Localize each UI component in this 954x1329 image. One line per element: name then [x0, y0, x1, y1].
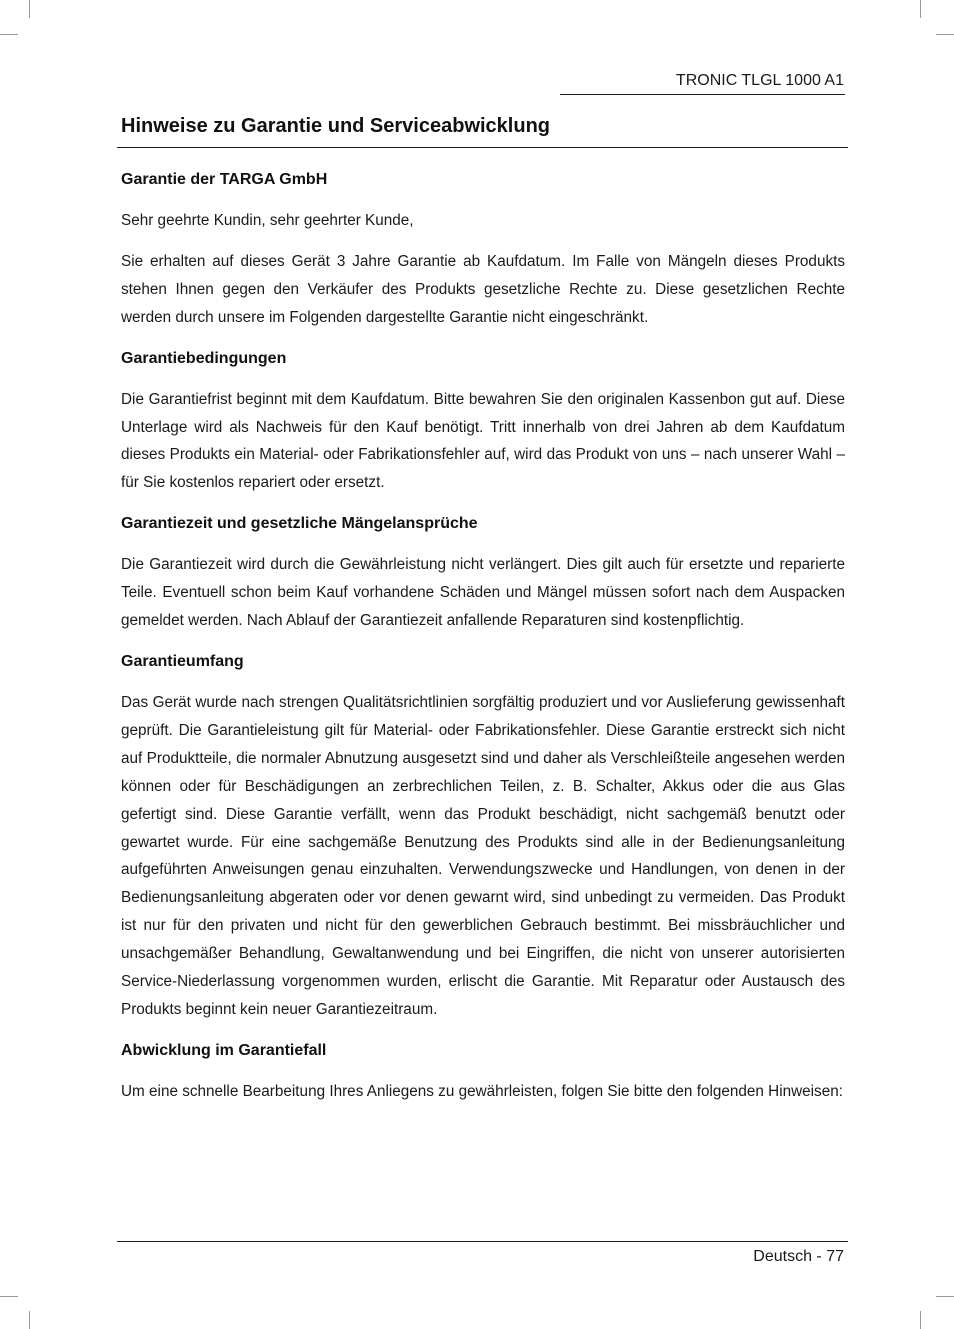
- section-heading: Garantiezeit und gesetzliche Mängelansprüche: [121, 515, 478, 533]
- paragraph: Die Garantiezeit wird durch die Gewährleistung nicht verlängert. Dies gilt auch für ersetzte und reparierte Teile. Eventuell schon beim Kauf vorhandene Schäden und Mängel müssen sofort nach dem Auspacken gemeldet werden. Nach Ablauf der Garantiezeit anfallende Reparaturen sind kostenpflichtig.: [121, 556, 845, 630]
- paragraph: Das Gerät wurde nach strengen Qualitätsrichtlinien sorgfältig produziert und vor Auslieferung gewissenhaft geprüft. Die Garantieleistung gilt für Material- oder Fabrikationsfehler. Diese Garantie erstreckt sich nicht auf Produktteile, die normaler Abnutzung ausgesetzt sind und daher als Verschleißteile angesehen werden können oder für Beschädigungen an zerbrechlichen Teilen, z. B. Schalter, Akkus oder die aus Glas gefertigt sind. Diese Garantie verfällt, wenn das Produkt beschädigt, nicht sachgemäß benutzt oder gewartet wurde. Für eine sachgemäße Benutzung des Produkts sind alle in der Bedienungsanleitung aufgeführten Anweisungen genau einzuhalten. Verwendungszwecke und Handlungen, von denen in der Bedienungsanleitung abgeraten oder vor denen gewarnt wird, sind unbedingt zu vermeiden. Das Produkt ist nur für den privaten und nicht für den gewerblichen Gebrauch bestimmt. Bei missbräuchlicher und unsachgemäßer Behandlung, Gewaltanwendung und bei Eingriffen, die nicht von unserer autorisierten Service-Niederlassung vorgenommen wurden, erlischt die Garantie. Mit Reparatur oder Austausch des Produkts beginnt kein neuer Garantiezeitraum.: [121, 693, 845, 1018]
- section-heading: Garantiebedingungen: [121, 349, 287, 367]
- page-title: Hinweise zu Garantie und Serviceabwicklung: [121, 115, 551, 137]
- paragraph: Sehr geehrte Kundin, sehr geehrter Kunde,: [121, 212, 414, 229]
- crop-mark-bottom-left-h: [0, 1296, 18, 1297]
- section-garantiebedingungen: [121, 345, 845, 498]
- section-garantieumfang: [121, 648, 845, 1024]
- crop-mark-bottom-right-h: [936, 1296, 954, 1297]
- section-heading: Garantie der TARGA GmbH: [121, 171, 328, 188]
- section-garantiezeit: [121, 510, 845, 635]
- paragraph: Sie erhalten auf dieses Gerät 3 Jahre Garantie ab Kaufdatum. Im Falle von Mängeln dieses Produkts stehen Ihnen gegen den Verkäufer des Produkts gesetzliche Rechte zu. Diese gesetzlichen Rechte werden durch unsere im Folgenden dargestellte Garantie nicht eingeschränkt.: [121, 252, 845, 326]
- section-heading: Garantieumfang: [121, 652, 244, 670]
- header-product-name: TRONIC TLGL 1000 A1: [675, 72, 844, 89]
- paragraph: Die Garantiefrist beginnt mit dem Kaufdatum. Bitte bewahren Sie den originalen Kassenbon gut auf. Diese Unterlage wird als Nachweis für den Kauf benötigt. Tritt innerhalb von drei Jahren ab dem Kaufdatum dieses Produkts ein Material- oder Fabrikationsfehler auf, wird das Produkt von uns – nach unserer Wahl – für Sie kostenlos repariert oder ersetzt.: [121, 390, 845, 492]
- crop-mark-top-right: [920, 0, 921, 18]
- title-rule: [117, 147, 848, 148]
- footer-rule: [117, 1241, 848, 1242]
- crop-mark-bottom-left: [29, 1311, 30, 1329]
- document-body: [121, 166, 845, 1119]
- crop-mark-bottom-right: [920, 1311, 921, 1329]
- crop-mark-top-right-h: [936, 34, 954, 35]
- header-rule: [560, 94, 845, 95]
- section-abwicklung: [121, 1037, 845, 1106]
- footer-page-number: Deutsch - 77: [753, 1248, 844, 1265]
- crop-mark-top-left-h: [0, 34, 18, 35]
- section-heading: Abwicklung im Garantiefall: [121, 1041, 327, 1059]
- section-garantie-targa: [121, 166, 845, 332]
- paragraph: Um eine schnelle Bearbeitung Ihres Anliegens zu gewährleisten, folgen Sie bitte den folgenden Hinweisen:: [121, 1082, 843, 1100]
- crop-mark-top-left: [29, 0, 30, 18]
